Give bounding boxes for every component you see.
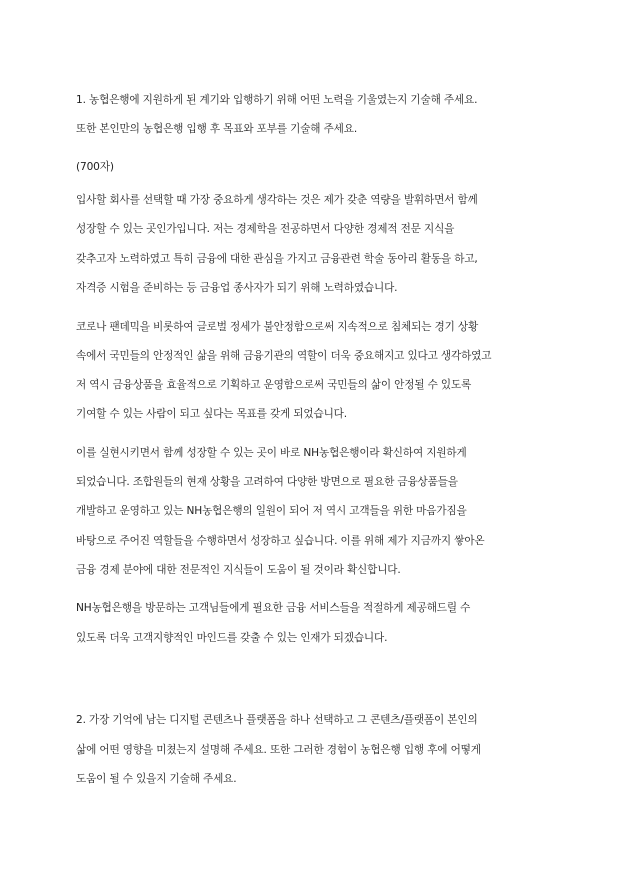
question1-line2: 또한 본인만의 농협은행 입행 후 목표와 포부를 기술해 주세요. [76,123,358,135]
paragraph2-line: 코로나 팬데믹을 비롯하여 글로벌 정세가 불안정함으로써 지속적으로 침체되는 경기 상황 [76,321,479,333]
char-limit: (700자) [76,161,114,173]
paragraph1-line: 성장할 수 있는 곳인가입니다. 저는 경제학을 전공하면서 다양한 경제적 전문 지식을 [76,223,455,235]
paragraph1-line: 입사할 회사를 선택할 때 가장 중요하게 생각하는 것은 제가 갖춘 역량을 발휘하면서 함께 [76,194,478,206]
paragraph3-line: 이를 실현시키면서 함께 성장할 수 있는 곳이 바로 NH농협은행이라 확신하여 지원하게 [76,447,467,459]
paragraph2-line: 저 역시 금융상품을 효율적으로 기획하고 운영함으로써 국민들의 삶이 안정될 수 있도록 [76,379,472,391]
paragraph3-line: 바탕으로 주어진 역할들을 수행하면서 성장하고 싶습니다. 이를 위해 제가 지금까지 쌓아온 [76,535,485,547]
paragraph3-line: 개발하고 운영하고 있는 NH농협은행의 일원이 되어 저 역시 고객들을 위한 마음가짐을 [76,505,467,517]
question2-line: 도움이 될 수 있을지 기술해 주세요. [76,773,237,785]
question1-line1: 1. 농협은행에 지원하게 된 계기와 입행하기 위해 어떤 노력을 기울였는지 기술해 주세요. [76,94,478,106]
paragraph2-line: 기여할 수 있는 사람이 되고 싶다는 목표를 갖게 되었습니다. [76,408,347,420]
question2-line: 삶에 어떤 영향을 미쳤는지 설명해 주세요. 또한 그러한 경험이 농협은행 입행 후에 어떻게 [76,744,481,756]
paragraph3-line: 되었습니다. 조합원들의 현재 상황을 고려하여 다양한 방면으로 필요한 금융상품들을 [76,476,458,488]
paragraph4-line: NH농협은행을 방문하는 고객님들에게 필요한 금융 서비스들을 적절하게 제공해드릴 수 [76,602,471,614]
paragraph4-line: 있도록 더욱 고객지향적인 마인드를 갖출 수 있는 인재가 되겠습니다. [76,632,388,644]
paragraph3-line: 금융 경제 분야에 대한 전문적인 지식들이 도움이 될 것이라 확신합니다. [76,564,401,576]
question2-line: 2. 가장 기억에 남는 디지털 콘텐츠나 플랫폼을 하나 선택하고 그 콘텐츠/플랫폼이 본인의 [76,714,478,726]
paragraph1-line: 갖추고자 노력하였고 특히 금융에 대한 관심을 가지고 금융관련 학술 동아리 활동을 하고, [76,253,478,265]
paragraph1-line: 자격증 시험을 준비하는 등 금융업 종사자가 되기 위해 노력하였습니다. [76,282,398,294]
paragraph2-line: 속에서 국민들의 안정적인 삶을 위해 금융기관의 역할이 더욱 중요해지고 있다고 생각하였고 [76,350,492,362]
